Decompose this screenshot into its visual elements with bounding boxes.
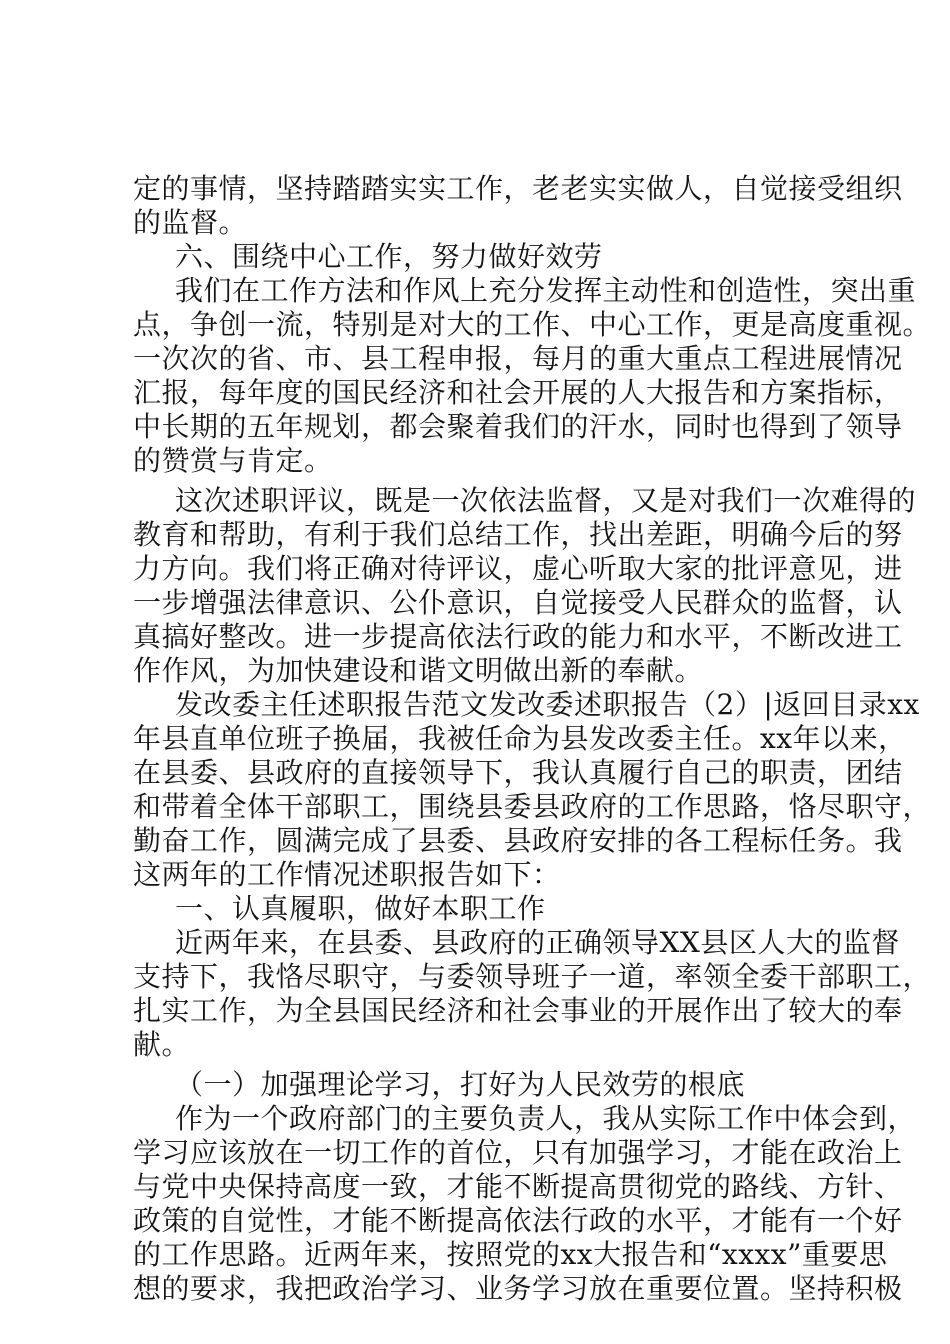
text-line: 的监督。 xyxy=(133,206,248,239)
text-line: 献。 xyxy=(133,1028,191,1061)
text-line: 学习应该放在一切工作的首位，只有加强学习，才能在政治上 xyxy=(133,1136,903,1169)
subsection-heading: （一）加强理论学习，打好为人民效劳的根底 xyxy=(175,1068,746,1101)
text-line: 这两年的工作情况述职报告如下： xyxy=(133,858,561,891)
text-line: 点，争创一流，特别是对大的工作、中心工作，更是高度重视。 xyxy=(133,308,932,341)
text-line: 想的要求，我把政治学习、业务学习放在重要位置。坚持积极 xyxy=(133,1272,903,1305)
text-line: 的工作思路。近两年来，按照党的xx大报告和“xxxx”重要思 xyxy=(133,1238,888,1271)
text-line: 勤奋工作，圆满完成了县委、县政府安排的各工程标任务。我 xyxy=(133,824,903,857)
text-line: 扎实工作，为全县国民经济和社会事业的开展作出了较大的奉 xyxy=(133,994,903,1027)
text-line: 的赞赏与肯定。 xyxy=(133,444,333,477)
text-line: 一步增强法律意识、公仆意识，自觉接受人民群众的监督，认 xyxy=(133,586,903,619)
text-line: 汇报，每年度的国民经济和社会开展的人大报告和方案指标， xyxy=(133,376,903,409)
text-line: 定的事情，坚持踏踏实实工作，老老实实做人，自觉接受组织 xyxy=(133,172,903,205)
text-line: 力方向。我们将正确对待评议，虚心听取大家的批评意见，进 xyxy=(133,552,903,585)
text-line: 教育和帮助，有利于我们总结工作，找出差距，明确今后的努 xyxy=(133,518,903,551)
text-line: 在县委、县政府的直接领导下，我认真履行自己的职责，团结 xyxy=(133,756,903,789)
text-line: 年县直单位班子换届，我被任命为县发改委主任。xx年以来， xyxy=(133,722,907,755)
section-heading: 六、围绕中心工作，努力做好效劳 xyxy=(175,240,603,273)
text-line: 和带着全体干部职工，围绕县委县政府的工作思路，恪尽职守， xyxy=(133,790,932,823)
section-heading: 一、认真履职，做好本职工作 xyxy=(175,892,546,925)
text-line: 中长期的五年规划，都会聚着我们的汗水，同时也得到了领导 xyxy=(133,410,903,443)
text-line: 这次述职评议，既是一次依法监督，又是对我们一次难得的 xyxy=(175,484,917,517)
text-line: 我们在工作方法和作风上充分发挥主动性和创造性，突出重 xyxy=(175,274,917,307)
text-line: 政策的自觉性，才能不断提高依法行政的水平，才能有一个好 xyxy=(133,1204,903,1237)
text-line: 一次次的省、市、县工程申报，每月的重大重点工程进展情况 xyxy=(133,342,903,375)
text-line: 发改委主任述职报告范文发改委述职报告（2）|返回目录xx xyxy=(175,688,920,721)
text-line: 近两年来，在县委、县政府的正确领导XX县区人大的监督 xyxy=(175,926,900,959)
text-line: 作为一个政府部门的主要负责人，我从实际工作中体会到， xyxy=(175,1102,917,1135)
text-line: 真搞好整改。进一步提高依法行政的能力和水平，不断改进工 xyxy=(133,620,903,653)
text-line: 支持下，我恪尽职守，与委领导班子一道，率领全委干部职工， xyxy=(133,960,932,993)
text-line: 与党中央保持高度一致，才能不断提高贯彻党的路线、方针、 xyxy=(133,1170,903,1203)
text-line: 作作风，为加快建设和谐文明做出新的奉献。 xyxy=(133,654,704,687)
